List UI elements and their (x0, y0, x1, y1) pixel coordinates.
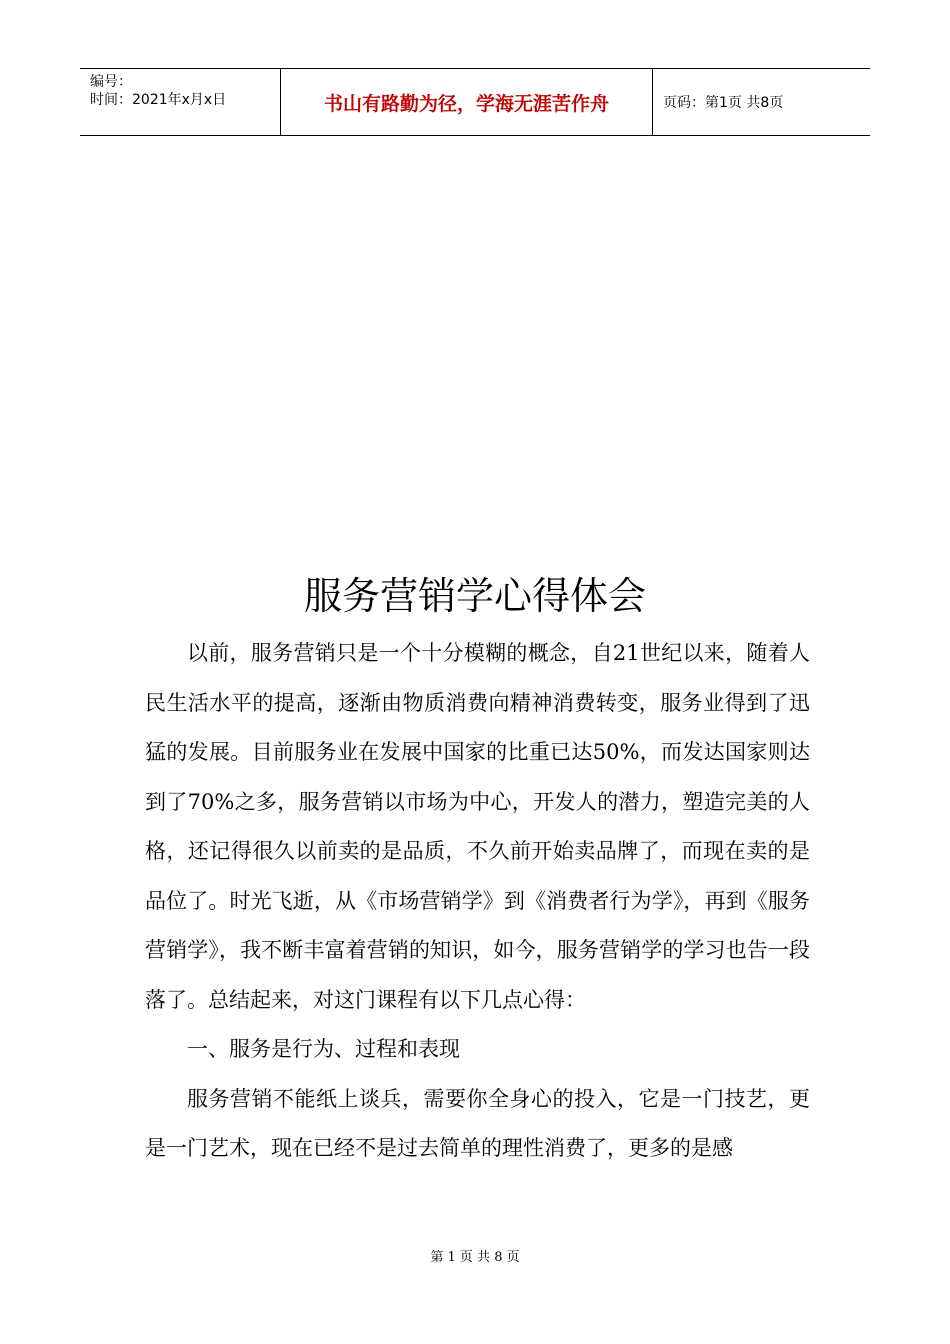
paragraph-intro: 以前，服务营销只是一个十分模糊的概念，自21世纪以来，随着人民生活水平的提高，逐渐由物质消费向精神消费转变，服务业得到了迅猛的发展。目前服务业在发展中国家的比重已达50%，而发达国家则达到了70%之多，服务营销以市场为中心，开发人的潜力，塑造完美的人格，还记得很久以前卖的是品质，不久前开始卖品牌了，而现在卖的是品位了。时光飞逝，从《市场营销学》到《消费者行为学》，再到《服务营销学》，我不断丰富着营销的知识，如今，服务营销学的学习也告一段落了。总结起来，对这门课程有以下几点心得： (145, 641, 810, 1012)
document-title: 服务营销学心得体会 (303, 574, 646, 618)
section-heading-1: 一、服务是行为、过程和表现 (187, 1037, 460, 1061)
paragraph-section-1: 服务营销不能纸上谈兵，需要你全身心的投入，它是一门技艺，更是一门艺术，现在已经不是过去简单的理性消费了，更多的是感 (145, 1086, 810, 1160)
header-page-info: 页码：第1页 共8页 (663, 95, 784, 111)
page-footer: 第 1 页 共 8 页 (430, 1250, 520, 1265)
header-motto: 书山有路勤为径，学海无涯苦作舟 (281, 69, 653, 135)
serial-number-label: 编号： (90, 74, 132, 90)
document-header (80, 68, 870, 136)
date-label: 时间：2021年x月x日 (90, 92, 227, 108)
document-body (145, 629, 810, 1174)
header-meta-cell (80, 69, 281, 135)
